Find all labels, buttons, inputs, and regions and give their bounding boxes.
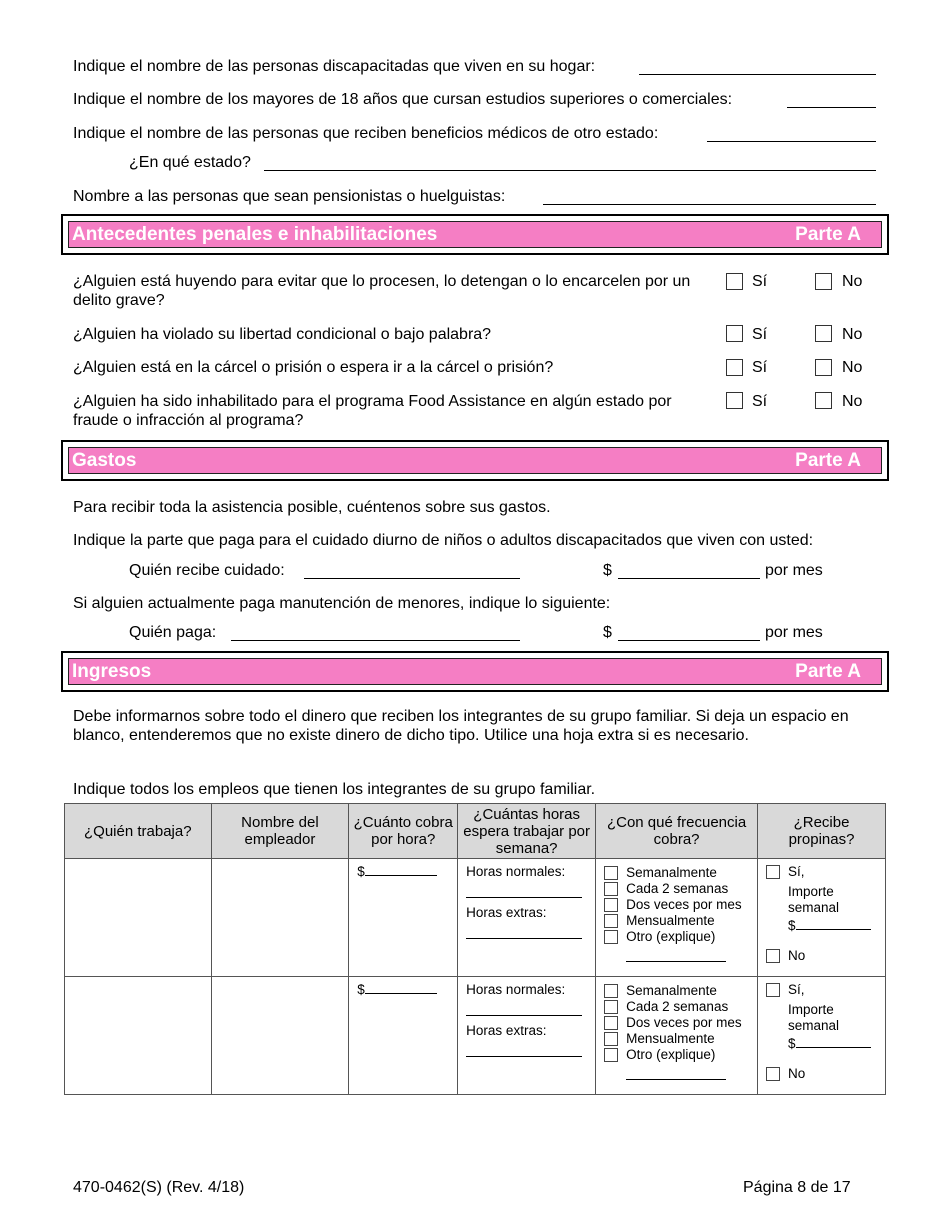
which-state-label: ¿En qué estado? bbox=[129, 154, 251, 171]
medical-other-state-label: Indique el nombre de las personas que reciben beneficios médicos de otro estado: bbox=[73, 125, 659, 142]
expenses-section-title: Gastos bbox=[72, 449, 137, 471]
checkbox[interactable] bbox=[604, 1032, 618, 1046]
hours-cell bbox=[458, 977, 596, 1095]
option-label: Dos veces por mes bbox=[626, 897, 742, 912]
daycare-prompt: Indique la parte que paga para el cuidado diurno de niños o adultos discapacitados que viven con usted: bbox=[73, 532, 814, 549]
tips-amount-label-2: semanal bbox=[788, 1018, 840, 1033]
freq-semimonthly[interactable] bbox=[604, 1015, 749, 1031]
table-header-row bbox=[65, 804, 886, 859]
checkbox[interactable] bbox=[604, 914, 618, 928]
income-section-title: Ingresos bbox=[72, 660, 152, 682]
income-section-part: Parte A bbox=[795, 660, 861, 682]
freq-biweekly[interactable] bbox=[604, 999, 749, 1015]
hours-cell bbox=[458, 859, 596, 977]
tips-no-checkbox[interactable] bbox=[766, 949, 780, 963]
tips-yes-label: Sí, bbox=[788, 982, 805, 997]
freq-other[interactable] bbox=[604, 929, 749, 945]
tips-amount-field[interactable] bbox=[796, 1047, 871, 1048]
form-number: 470-0462(S) (Rev. 4/18) bbox=[73, 1179, 245, 1196]
dollar-sign: $ bbox=[788, 918, 796, 933]
freq-biweekly[interactable] bbox=[604, 881, 749, 897]
tips-amount-label: Importe bbox=[788, 884, 834, 899]
criminal-question-3: ¿Alguien está en la cárcel o prisión o espera ir a la cárcel o prisión? bbox=[73, 359, 554, 376]
other-explain-field[interactable] bbox=[626, 1063, 726, 1080]
no-label: No bbox=[842, 359, 863, 376]
criminal-q3-yes-checkbox[interactable] bbox=[726, 359, 743, 376]
students-field[interactable] bbox=[787, 107, 876, 108]
who-works-cell[interactable] bbox=[65, 859, 212, 977]
employer-cell[interactable] bbox=[211, 859, 349, 977]
freq-monthly[interactable] bbox=[604, 913, 749, 929]
pensioners-label: Nombre a las personas que sean pensionistas o huelguistas: bbox=[73, 188, 506, 205]
freq-weekly[interactable] bbox=[604, 865, 749, 881]
header-who-works: ¿Quién trabaja? bbox=[65, 804, 212, 859]
option-label: Dos veces por mes bbox=[626, 1015, 742, 1030]
header-tips: ¿Recibe propinas? bbox=[758, 804, 886, 859]
criminal-section-header bbox=[61, 214, 889, 255]
tips-cell bbox=[758, 859, 886, 977]
dollar-sign: $ bbox=[603, 624, 612, 641]
expenses-section-header bbox=[61, 440, 889, 481]
which-state-field[interactable] bbox=[264, 170, 876, 171]
freq-semimonthly[interactable] bbox=[604, 897, 749, 913]
yes-label: Sí bbox=[752, 359, 768, 376]
checkbox[interactable] bbox=[604, 1048, 618, 1062]
pensioners-field[interactable] bbox=[543, 204, 876, 205]
other-explain-field[interactable] bbox=[626, 945, 726, 962]
table-row bbox=[65, 859, 886, 977]
page-number: Página 8 de 17 bbox=[743, 1179, 851, 1196]
tips-amount-label: Importe bbox=[788, 1002, 834, 1017]
criminal-q4-no-checkbox[interactable] bbox=[815, 392, 832, 409]
hourly-pay-field[interactable] bbox=[365, 875, 437, 876]
employer-cell[interactable] bbox=[211, 977, 349, 1095]
criminal-q2-no-checkbox[interactable] bbox=[815, 325, 832, 342]
yes-label: Sí bbox=[752, 393, 768, 410]
daycare-amount-field[interactable] bbox=[618, 578, 760, 579]
overtime-hours-label: Horas extras: bbox=[466, 905, 547, 920]
child-support-who-field[interactable] bbox=[231, 640, 520, 641]
daycare-who-label: Quién recibe cuidado: bbox=[129, 562, 285, 579]
per-month-label: por mes bbox=[765, 562, 823, 579]
table-row bbox=[65, 977, 886, 1095]
no-label: No bbox=[842, 326, 863, 343]
overtime-hours-field[interactable] bbox=[466, 921, 582, 939]
medical-other-state-field[interactable] bbox=[707, 141, 876, 142]
criminal-section-title: Antecedentes penales e inhabilitaciones bbox=[72, 223, 438, 245]
criminal-q2-yes-checkbox[interactable] bbox=[726, 325, 743, 342]
header-hourly-pay: ¿Cuánto cobra por hora? bbox=[349, 804, 458, 859]
frequency-cell bbox=[596, 977, 758, 1095]
yes-label: Sí bbox=[752, 273, 768, 290]
expenses-intro: Para recibir toda la asistencia posible, cuéntenos sobre sus gastos. bbox=[73, 499, 551, 516]
jobs-prompt: Indique todos los empleos que tienen los integrantes de su grupo familiar. bbox=[73, 781, 596, 798]
checkbox[interactable] bbox=[604, 898, 618, 912]
tips-cell bbox=[758, 977, 886, 1095]
option-label: Cada 2 semanas bbox=[626, 999, 729, 1014]
option-label: Otro (explique) bbox=[626, 929, 716, 944]
criminal-q1-yes-checkbox[interactable] bbox=[726, 273, 743, 290]
per-month-label: por mes bbox=[765, 624, 823, 641]
checkbox[interactable] bbox=[604, 866, 618, 880]
dollar-sign: $ bbox=[357, 982, 365, 997]
yes-label: Sí bbox=[752, 326, 768, 343]
checkbox[interactable] bbox=[604, 882, 618, 896]
header-hours-per-week: ¿Cuántas horas espera trabajar por semana? bbox=[458, 804, 596, 859]
frequency-cell bbox=[596, 859, 758, 977]
no-label: No bbox=[842, 273, 863, 290]
freq-other[interactable] bbox=[604, 1047, 749, 1063]
tips-yes-checkbox[interactable] bbox=[766, 865, 780, 879]
dollar-sign: $ bbox=[603, 562, 612, 579]
hourly-pay-cell[interactable] bbox=[349, 859, 458, 977]
criminal-section-part: Parte A bbox=[795, 223, 861, 245]
criminal-q1-no-checkbox[interactable] bbox=[815, 273, 832, 290]
hourly-pay-cell[interactable] bbox=[349, 977, 458, 1095]
option-label: Otro (explique) bbox=[626, 1047, 716, 1062]
header-employer: Nombre del empleador bbox=[211, 804, 349, 859]
expenses-section-part: Parte A bbox=[795, 449, 861, 471]
criminal-question-1: ¿Alguien está huyendo para evitar que lo procesen, lo detengan o lo encarcelen por un delito grave? bbox=[73, 273, 691, 309]
tips-amount-field[interactable] bbox=[796, 929, 871, 930]
criminal-question-2: ¿Alguien ha violado su libertad condicional o bajo palabra? bbox=[73, 326, 492, 343]
checkbox[interactable] bbox=[604, 930, 618, 944]
option-label: Semanalmente bbox=[626, 983, 717, 998]
tips-yes-checkbox[interactable] bbox=[766, 983, 780, 997]
freq-weekly[interactable] bbox=[604, 983, 749, 999]
hourly-pay-field[interactable] bbox=[365, 993, 437, 994]
tips-amount-label-2: semanal bbox=[788, 900, 840, 915]
option-label: Semanalmente bbox=[626, 865, 717, 880]
freq-monthly[interactable] bbox=[604, 1031, 749, 1047]
child-support-prompt: Si alguien actualmente paga manutención de menores, indique lo siguiente: bbox=[73, 595, 611, 612]
option-label: Cada 2 semanas bbox=[626, 881, 729, 896]
criminal-q4-yes-checkbox[interactable] bbox=[726, 392, 743, 409]
daycare-who-field[interactable] bbox=[304, 578, 520, 579]
checkbox[interactable] bbox=[604, 1016, 618, 1030]
checkbox[interactable] bbox=[604, 1000, 618, 1014]
overtime-hours-label: Horas extras: bbox=[466, 1023, 547, 1038]
employment-table bbox=[64, 803, 886, 1095]
dollar-sign: $ bbox=[788, 1036, 796, 1051]
regular-hours-field[interactable] bbox=[466, 998, 582, 1016]
disabled-persons-label: Indique el nombre de las personas discapacitadas que viven en su hogar: bbox=[73, 58, 596, 75]
income-intro: Debe informarnos sobre todo el dinero que reciben los integrantes de su grupo familiar. Si deja un espacio en blanco, entenderemos que no existe dinero de dicho tipo. Utilice una hoja extra si es necesario. bbox=[73, 708, 849, 744]
students-label: Indique el nombre de los mayores de 18 años que cursan estudios superiores o comerciales: bbox=[73, 91, 733, 108]
tips-no-label: No bbox=[788, 948, 806, 963]
tips-yes-label: Sí, bbox=[788, 864, 805, 879]
child-support-amount-field[interactable] bbox=[618, 640, 760, 641]
header-pay-frequency: ¿Con qué frecuencia cobra? bbox=[596, 804, 758, 859]
option-label: Mensualmente bbox=[626, 1031, 715, 1046]
tips-no-label: No bbox=[788, 1066, 806, 1081]
checkbox[interactable] bbox=[604, 984, 618, 998]
regular-hours-label: Horas normales: bbox=[466, 864, 566, 879]
criminal-q3-no-checkbox[interactable] bbox=[815, 359, 832, 376]
criminal-question-4: ¿Alguien ha sido inhabilitado para el programa Food Assistance en algún estado por fraude o infracción al programa? bbox=[73, 393, 672, 429]
regular-hours-field[interactable] bbox=[466, 880, 582, 898]
tips-no-checkbox[interactable] bbox=[766, 1067, 780, 1081]
regular-hours-label: Horas normales: bbox=[466, 982, 566, 997]
overtime-hours-field[interactable] bbox=[466, 1039, 582, 1057]
option-label: Mensualmente bbox=[626, 913, 715, 928]
dollar-sign: $ bbox=[357, 864, 365, 879]
who-works-cell[interactable] bbox=[65, 977, 212, 1095]
no-label: No bbox=[842, 393, 863, 410]
income-section-header bbox=[61, 651, 889, 692]
disabled-persons-field[interactable] bbox=[639, 74, 876, 75]
child-support-who-label: Quién paga: bbox=[129, 624, 217, 641]
